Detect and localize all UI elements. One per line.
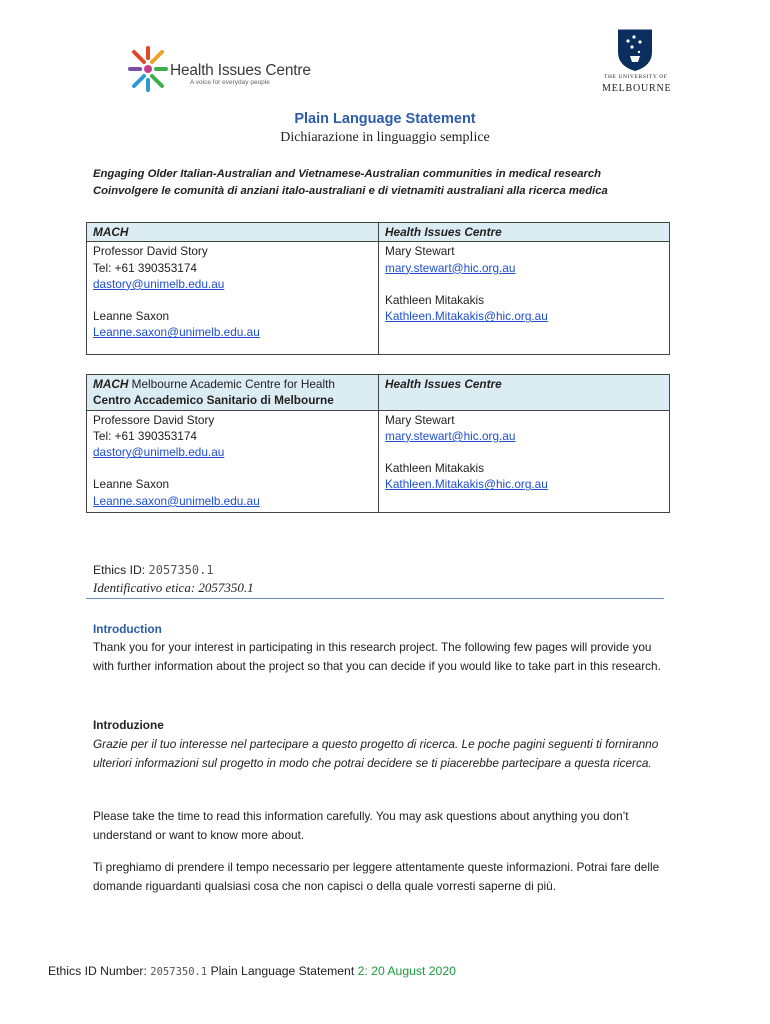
university-of-melbourne-logo bbox=[596, 26, 686, 100]
contact-name: Leanne Saxon bbox=[93, 477, 170, 492]
ti-preghiamo-text: Ti preghiamo di prendere il tempo necessario per leggere attentamente queste informazioni. Potrai fare delle domande riguardanti qualsiasi cosa che non capisci o della quale vorresti saperne di più. bbox=[93, 860, 660, 893]
introduzione-text: Grazie per il tuo interesse nel partecipare a questo progetto di ricerca. Le poche pagini seguenti ti forniranno ulteriori informazioni sul progetto in modo che potrai decidere se ti piacerebbe partecipare a questa ricerca. bbox=[93, 737, 659, 770]
page-footer: Ethics ID Number: 2057350.1 Plain Language Statement 2: 20 August 2020 bbox=[48, 964, 456, 978]
hic-cross-logo-icon bbox=[128, 46, 168, 92]
hic-logo-name: Health Issues Centre bbox=[170, 62, 311, 79]
contact-name: Mary Stewart bbox=[385, 412, 455, 427]
ethics-id-number: 2057350.1 bbox=[148, 563, 214, 577]
hic-contacts-cell bbox=[379, 242, 670, 355]
divider bbox=[86, 598, 664, 599]
mach-contacts-cell bbox=[87, 242, 379, 355]
introduzione-heading: Introduzione bbox=[93, 718, 164, 732]
health-issues-centre-logo bbox=[128, 46, 328, 92]
project-title-english: Engaging Older Italian-Australian and Vietnamese-Australian communities in medical research bbox=[93, 168, 602, 180]
email-link[interactable]: mary.stewart@hic.org.au bbox=[385, 260, 516, 275]
please-read-text: Please take the time to read this information carefully. You may ask questions about anything you don’t understand or want to know more about. bbox=[93, 809, 629, 842]
contacts-table-italian bbox=[86, 374, 670, 513]
hic-logo-tagline: A voice for everyday people bbox=[190, 79, 270, 86]
email-link[interactable]: Leanne.saxon@unimelb.edu.au bbox=[93, 493, 260, 508]
ethics-id-italian: Identificativo etica: 2057350.1 bbox=[93, 580, 254, 595]
introduction-text: Thank you for your interest in participating in this research project. The following few pages will provide you with further information about the project so that you can decide if you would like to take part in this research. bbox=[93, 640, 661, 673]
contact-name: Kathleen Mitakakis bbox=[385, 292, 485, 307]
table-header-mach: MACH bbox=[87, 223, 379, 242]
table-header-hic: Health Issues Centre bbox=[379, 375, 670, 411]
email-link[interactable]: dastory@unimelb.edu.au bbox=[93, 445, 225, 460]
footer-ethics-number: 2057350.1 bbox=[150, 966, 208, 978]
document-title: Plain Language Statement bbox=[294, 111, 476, 127]
contact-name: Mary Stewart bbox=[385, 244, 455, 259]
contact-phone: Tel: +61 390353174 bbox=[93, 260, 197, 275]
contact-name: Professore David Story bbox=[93, 412, 215, 427]
mach-contacts-cell bbox=[87, 410, 379, 512]
footer-version: 2: 20 August 2020 bbox=[357, 964, 456, 978]
email-link[interactable]: Leanne.saxon@unimelb.edu.au bbox=[93, 325, 260, 340]
ethics-id: Ethics ID: 2057350.1 bbox=[93, 563, 214, 577]
contact-name: Professor David Story bbox=[93, 244, 208, 259]
contact-phone: Tel: +61 390353174 bbox=[93, 428, 197, 443]
email-link[interactable]: dastory@unimelb.edu.au bbox=[93, 276, 225, 291]
document-subtitle: Dichiarazione in linguaggio semplice bbox=[280, 130, 490, 145]
uom-logo-line1: THE UNIVERSITY OF bbox=[604, 74, 668, 80]
contacts-table-english bbox=[86, 222, 670, 355]
hic-contacts-cell bbox=[379, 410, 670, 512]
email-link[interactable]: mary.stewart@hic.org.au bbox=[385, 428, 516, 443]
uom-crest-icon bbox=[596, 26, 686, 72]
introduction-heading: Introduction bbox=[93, 622, 162, 636]
contact-name: Kathleen Mitakakis bbox=[385, 461, 485, 476]
email-link[interactable]: Kathleen.Mitakakis@hic.org.au bbox=[385, 309, 548, 324]
table-header-mach: MACH Melbourne Academic Centre for Health Centro Accademico Sanitario di Melbourne bbox=[87, 375, 379, 411]
contact-name: Leanne Saxon bbox=[93, 309, 170, 324]
email-link[interactable]: Kathleen.Mitakakis@hic.org.au bbox=[385, 477, 548, 492]
project-title-italian: Coinvolgere le comunità di anziani italo-australiani e di vietnamiti australiani alla ricerca medica bbox=[93, 185, 608, 197]
uom-logo-line2: MELBOURNE bbox=[602, 83, 672, 94]
table-header-hic: Health Issues Centre bbox=[379, 223, 670, 242]
